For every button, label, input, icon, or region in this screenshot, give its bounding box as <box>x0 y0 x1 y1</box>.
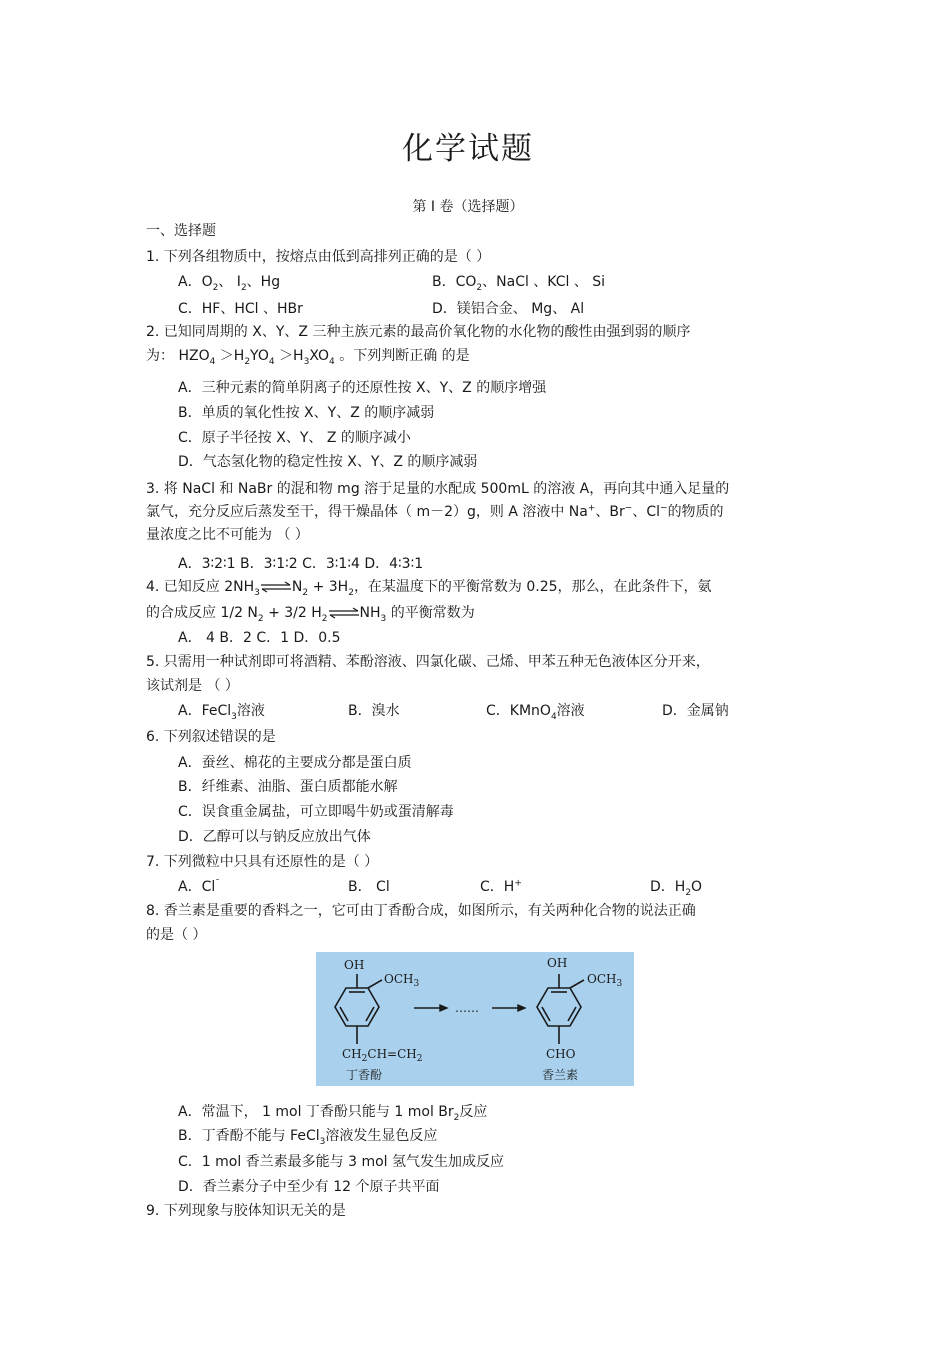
q1-option-a: A．$O_2$、 $I_2$、Hg <box>178 274 281 293</box>
q5-option-c: C．KMnO$_4$溶液 <box>486 703 585 722</box>
eugenol-to-vanillin-figure <box>316 952 634 1086</box>
och3-label-left: $OCH_3$ <box>384 972 420 989</box>
q3-line3: 量浓度之比不可能为 （ ） <box>146 527 309 543</box>
och3-label-right: $OCH_3$ <box>587 972 623 989</box>
q2-stem-line1: 2. 已知同周期的 X、Y、Z 三种主族元素的最高价氧化物的水化物的酸性由强到弱的顺序 <box>146 324 691 340</box>
equilibrium-arrow-icon <box>328 607 360 619</box>
reaction-scheme <box>316 952 634 1086</box>
q5-line2: 该试剂是 （ ） <box>146 678 239 694</box>
q4-line2: 的合成反应 1/2 $N_2 + 3/2$ $H_2$ $NH_3$ 的平衡常数为 <box>146 605 475 624</box>
q5-option-a: A．FeCl$_3$溶液 <box>178 703 265 722</box>
q8-option-b: B．丁香酚不能与 FeCl$_3$溶液发生显色反应 <box>178 1128 438 1147</box>
q1-option-b: B．$CO_2$、NaCl 、KCl 、 Si <box>432 274 606 293</box>
vanillin-name: 香兰素 <box>542 1068 579 1082</box>
q1-option-c: C．HF、HCl 、HBr <box>178 301 303 317</box>
section-heading: 一、选择题 <box>146 223 216 239</box>
eugenol-structure <box>335 974 382 1044</box>
q9-stem: 9. 下列现象与胶体知识无关的是 <box>146 1203 346 1219</box>
q4-options: A． 4 B．2 C．1 D．0.5 <box>178 630 341 646</box>
q8-line1: 8. 香兰素是重要的香料之一，它可由丁香酚合成，如图所示，有关两种化合物的说法正确 <box>146 903 696 919</box>
q8-option-c: C．1 mol 香兰素最多能与 3 mol 氢气发生加成反应 <box>178 1154 505 1170</box>
q2-option-d: D．气态氢化物的稳定性按 X、Y、Z 的顺序减弱 <box>178 454 478 470</box>
page-title: 化学试题 <box>402 131 534 167</box>
q6-option-d: D．乙醇可以与钠反应放出气体 <box>178 829 371 845</box>
equilibrium-arrow-icon <box>260 581 292 593</box>
q7-stem: 7. 下列微粒中只具有还原性的是（ ） <box>146 854 379 870</box>
q1-option-d: D．镁铝合金、 Mg、 Al <box>432 301 585 317</box>
q5-line1: 5. 只需用一种试剂即可将酒精、苯酚溶液、四氯化碳、己烯、甲苯五种无色液体区分开来， <box>146 654 710 670</box>
reaction-dots: …… <box>455 1001 479 1015</box>
q5-option-d: D．金属钠 <box>662 703 729 719</box>
oh-label-left: OH <box>344 958 365 972</box>
q6-option-a: A．蚕丝、棉花的主要成分都是蛋白质 <box>178 755 412 771</box>
oh-label-right: OH <box>547 956 568 970</box>
q7-option-a: A．Cl¯ <box>178 878 220 895</box>
q1-stem: 1. 下列各组物质中，按熔点由低到高排列正确的是（ ） <box>146 249 491 265</box>
q7-option-c: C．H+ <box>480 878 522 895</box>
q7-option-d: D．$H_2O$ <box>650 879 703 898</box>
allyl-chain-label: $CH_2CH=CH_2$ <box>342 1047 423 1064</box>
q3-line2: 氯气，充分反应后蒸发至干，得干燥晶体（ m－2）g，则 A 溶液中 Na+、Br−、Cl−的物质的 <box>146 503 724 520</box>
q6-option-b: B．纤维素、油脂、蛋白质都能水解 <box>178 779 398 795</box>
vanillin-structure <box>537 974 584 1044</box>
q2-option-b: B．单质的氧化性按 X、Y、Z 的顺序减弱 <box>178 405 435 421</box>
q6-option-c: C．误食重金属盐，可立即喝牛奶或蛋清解毒 <box>178 804 454 820</box>
q2-option-a: A．三种元素的简单阴离子的还原性按 X、Y、Z 的顺序增强 <box>178 380 547 396</box>
q6-stem: 6. 下列叙述错误的是 <box>146 729 276 745</box>
q7-option-b: B． Cl <box>348 879 390 895</box>
cho-label: CHO <box>546 1047 576 1061</box>
q8-line2: 的是（ ） <box>146 927 207 943</box>
q3-line1: 3. 将 NaCl 和 NaBr 的混和物 mg 溶于足量的水配成 500mL 的溶液 A，再向其中通入足量的 <box>146 481 730 497</box>
eugenol-name: 丁香酚 <box>346 1068 383 1082</box>
q5-option-b: B．溴水 <box>348 703 400 719</box>
q3-options: A．3∶2∶1 B．3∶1∶2 C．3∶1∶4 D．4∶3∶1 <box>178 556 424 572</box>
section-subtitle: 第 I 卷（选择题） <box>412 199 524 215</box>
q8-option-a: A．常温下， 1 mol 丁香酚只能与 1 mol $Br_2$反应 <box>178 1104 488 1123</box>
q8-option-d: D．香兰素分子中至少有 12 个原子共平面 <box>178 1179 440 1195</box>
q4-line1: 4. 已知反应 $2NH_3$ $N_2 + 3H_2$，在某温度下的平衡常数为 0.25，那么，在此条件下，氨 <box>146 579 712 598</box>
q2-option-c: C．原子半径按 X、Y、 Z 的顺序减小 <box>178 430 411 446</box>
q2-stem-line2: 为： $HZO_4 >H_2YO_4 >H_3XO_4$ 。下列判断正确 的是 <box>146 348 470 367</box>
